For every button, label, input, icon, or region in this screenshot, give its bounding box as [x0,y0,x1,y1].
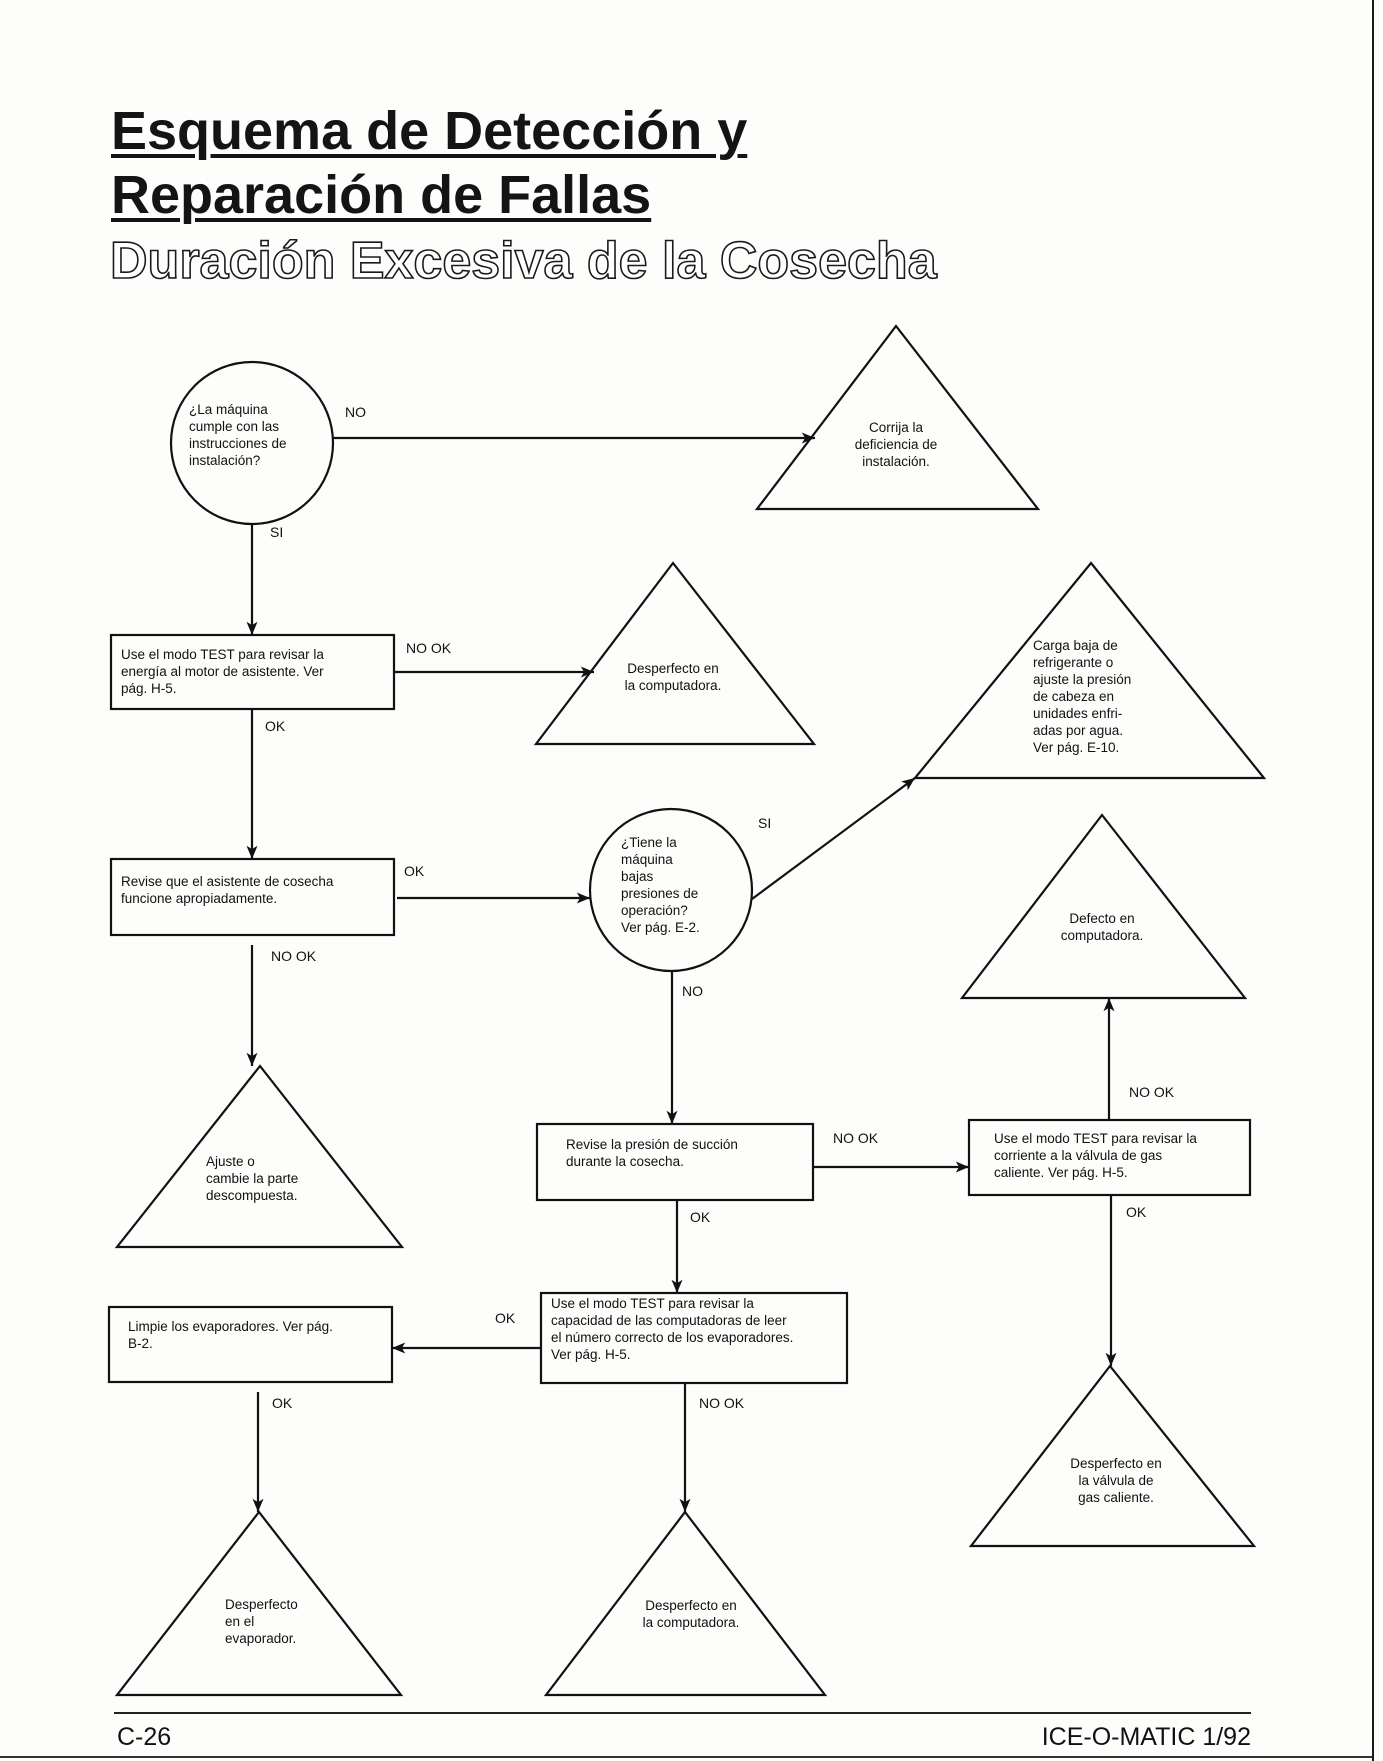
result-correct-install-text: Corrija la deficiencia de instalación. [854,420,938,469]
edge-label-install-si: SI [270,524,284,540]
edge-label-valve-no-ok: NO OK [1129,1084,1175,1100]
edge-label-suction-no-ok: NO OK [833,1130,879,1146]
step-check-assist-text: Revise que el asistente de cosecha funcione apropiadamente. [121,874,334,906]
result-computer-fault-1-text: Desperfecto en la computadora. [624,661,722,693]
edge-label-pressure-no: NO [682,983,703,999]
decision-low-pressure-text: ¿Tiene la máquina bajas presiones de operación? Ver pág. E-2. [621,835,700,935]
edge-label-motor-ok: OK [265,718,286,734]
edge-label-assist-no-ok: NO OK [271,948,317,964]
edge-label-motor-no-ok: NO OK [406,640,452,656]
triangle-correct-install-shape [757,326,1038,509]
result-low-charge-text: Carga baja de refrigerante o ajuste la presión de cabeza en unidades enfri- adas por agua. Ver pág. E-10. [1033,638,1132,755]
edge-label-install-no: NO [345,404,366,420]
step-suction-pressure-text: Revise la presión de succión durante la cosecha. [566,1137,738,1169]
edge-label-capacity-no-ok: NO OK [699,1395,745,1411]
page-title-line-1: Esquema de Detección y [111,101,748,161]
page-title-line-2: Reparación de Fallas [111,165,652,225]
result-adjust-part-text: Ajuste o cambie la parte descompuesta. [206,1154,299,1203]
arrow-pressure-si [752,778,915,899]
result-evaporator-fault-text: Desperfecto en el evaporador. [225,1597,298,1646]
edge-label-capacity-ok: OK [495,1310,516,1326]
footer-brand-date: ICE-O-MATIC 1/92 [1041,1723,1251,1751]
result-valve-fault-text: Desperfecto en la válvula de gas caliente. [1070,1456,1162,1505]
result-computer-defect-text: Defecto en computadora. [1060,911,1144,943]
page-subtitle: Duración Excesiva de la Cosecha [110,232,937,290]
footer-rule [114,1712,1251,1714]
step-clean-evaporators-text: Limpie los evaporadores. Ver pág. B-2. [128,1319,333,1351]
page-number: C-26 [117,1723,172,1751]
step-test-valve-text: Use el modo TEST para revisar la corriente a la válvula de gas caliente. Ver pág. H-5. [994,1131,1197,1180]
step-test-motor-text: Use el modo TEST para revisar la energía al motor de asistente. Ver pág. H-5. [121,647,324,696]
result-computer-fault-2-text: Desperfecto en la computadora. [642,1598,740,1630]
edge-label-assist-ok: OK [404,863,425,879]
edge-label-valve-ok: OK [1126,1204,1147,1220]
triangle-computer-fault-1-shape [536,563,814,744]
edge-label-suction-ok: OK [690,1209,711,1225]
triangle-computer-defect-shape [962,815,1245,998]
decision-installation-text: ¿La máquina cumple con las instrucciones de instalación? [189,402,287,468]
edge-label-pressure-si: SI [758,815,772,831]
step-test-capacity-text: Use el modo TEST para revisar la capacidad de las computadoras de leer el número correcto de los evaporadores. Ver pág. H-5. [551,1296,794,1362]
edge-label-evaporators-ok: OK [272,1395,293,1411]
